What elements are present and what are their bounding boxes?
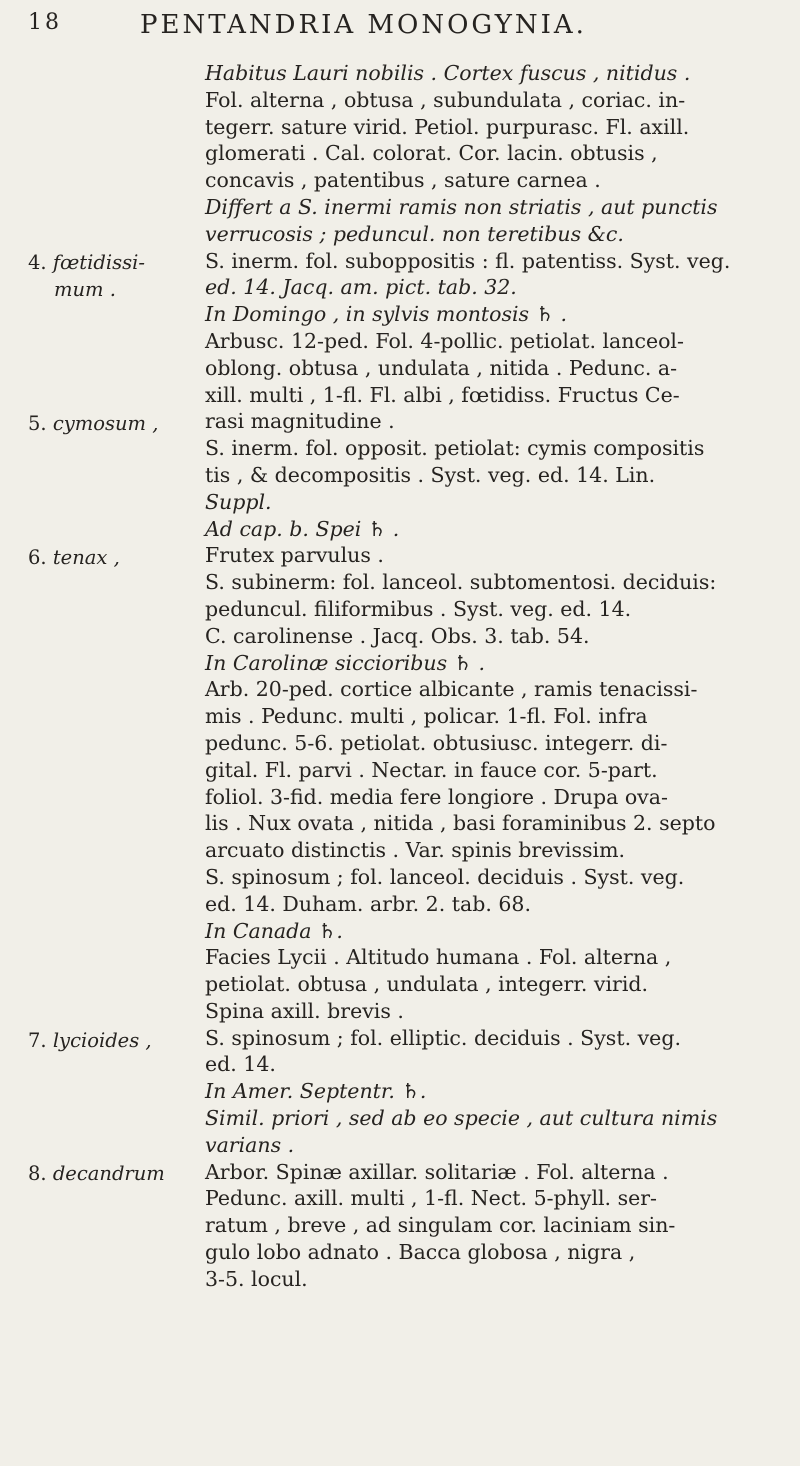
text-line: verrucosis ; peduncul. non teretibus &c. xyxy=(205,221,624,246)
text-line: In Carolinæ siccioribus ♄ . xyxy=(205,650,486,675)
text-line: glomerati . Cal. colorat. Cor. lacin. obtusis , xyxy=(205,141,658,166)
text-line: Spina axill. brevis . xyxy=(205,998,404,1023)
text-line: In Canada ♄. xyxy=(205,918,343,943)
species-name: lycioides , xyxy=(52,1029,152,1052)
margin-label-foetidissimum xyxy=(28,250,198,304)
text-line: Suppl. xyxy=(205,489,272,514)
text-line: concavis , patentibus , sature carnea . xyxy=(205,168,601,193)
text-line: varians . xyxy=(205,1132,295,1157)
text-line: C. carolinense . Jacq. Obs. 3. tab. 54. xyxy=(205,623,590,648)
text-line: Arbusc. 12-ped. Fol. 4-pollic. petiolat. lanceol- xyxy=(205,328,684,353)
text-line: Ad cap. b. Spei ♄ . xyxy=(205,516,400,541)
species-number: 4. xyxy=(28,251,47,274)
text-line: S. subinerm: fol. lanceol. subtomentosi. deciduis: xyxy=(205,570,717,595)
species-number: 7. xyxy=(28,1029,47,1052)
text-line: ratum , breve , ad singulam cor. laciniam sin- xyxy=(205,1213,676,1238)
text-line: peduncul. filiformibus . Syst. veg. ed. 14. xyxy=(205,596,632,621)
text-line: Fol. alterna , obtusa , subundulata , coriac. in- xyxy=(205,87,686,112)
text-line: Arb. 20-ped. cortice albicante , ramis tenacissi- xyxy=(205,677,698,702)
text-line: xill. multi , 1-fl. Fl. albi , fœtidiss. Fructus Ce- xyxy=(205,382,680,407)
species-name: cymosum , xyxy=(52,412,159,435)
text-line: Differt a S. inermi ramis non striatis , aut punctis xyxy=(205,194,718,219)
page-number: 18 xyxy=(28,10,62,35)
text-line: tegerr. sature virid. Petiol. purpurasc. Fl. axill. xyxy=(205,114,690,139)
species-number: 6. xyxy=(28,546,47,569)
text-line: S. inerm. fol. suboppositis : fl. patentiss. Syst. veg. xyxy=(205,248,731,273)
text-line: In Domingo , in sylvis montosis ♄ . xyxy=(205,302,568,327)
text-line: ed. 14. xyxy=(205,1052,276,1077)
text-line: 3-5. locul. xyxy=(205,1266,308,1291)
text-line: In Amer. Septentr. ♄. xyxy=(205,1079,427,1104)
text-line: Simil. priori , sed ab eo specie , aut cultura nimis xyxy=(205,1106,718,1131)
text-line: Frutex parvulus . xyxy=(205,543,384,568)
species-name: fœtidissi- xyxy=(52,251,145,274)
main-text xyxy=(205,60,787,1293)
species-number: 5. xyxy=(28,412,47,435)
species-name-continued: mum . xyxy=(54,277,116,301)
text-line: foliol. 3-fid. media fere longiore . Drupa ova- xyxy=(205,784,668,809)
text-line: lis . Nux ovata , nitida , basi foraminibus 2. septo xyxy=(205,811,716,836)
text-line: mis . Pedunc. multi , policar. 1-fl. Fol. infra xyxy=(205,704,648,729)
text-line: gital. Fl. parvi . Nectar. in fauce cor. 5-part. xyxy=(205,757,658,782)
text-line: ed. 14. Jacq. am. pict. tab. 32. xyxy=(205,275,517,300)
text-line: rasi magnitudine . xyxy=(205,409,395,434)
margin-label-tenax xyxy=(28,545,198,572)
species-name: tenax , xyxy=(52,546,120,569)
running-title: PENTANDRIA MONOGYNIA. xyxy=(140,10,587,40)
text-line: Pedunc. axill. multi , 1-fl. Nect. 5-phyll. ser- xyxy=(205,1186,657,1211)
text-line: S. spinosum ; fol. elliptic. deciduis . Syst. veg. xyxy=(205,1025,681,1050)
text-line: oblong. obtusa , undulata , nitida . Pedunc. a- xyxy=(205,355,678,380)
text-line: Facies Lycii . Altitudo humana . Fol. alterna , xyxy=(205,945,672,970)
species-name: decandrum xyxy=(52,1162,165,1185)
text-line: S. spinosum ; fol. lanceol. deciduis . Syst. veg. xyxy=(205,864,685,889)
margin-label-decandrum xyxy=(28,1161,198,1188)
text-line: S. inerm. fol. opposit. petiolat: cymis compositis xyxy=(205,436,705,461)
text-line: arcuato distinctis . Var. spinis brevissim. xyxy=(205,838,626,863)
text-line: tis , & decompositis . Syst. veg. ed. 14. Lin. xyxy=(205,462,656,487)
text-line: pedunc. 5-6. petiolat. obtusiusc. integerr. di- xyxy=(205,730,668,755)
text-line: Habitus Lauri nobilis . Cortex fuscus , nitidus . xyxy=(205,61,691,85)
text-line: petiolat. obtusa , undulata , integerr. virid. xyxy=(205,972,649,997)
margin-label-cymosum xyxy=(28,411,198,438)
text-line: Arbor. Spinæ axillar. solitariæ . Fol. alterna . xyxy=(205,1159,669,1184)
margin-label-lycioides xyxy=(28,1028,198,1055)
text-line: ed. 14. Duham. arbr. 2. tab. 68. xyxy=(205,891,531,916)
text-line: gulo lobo adnato . Bacca globosa , nigra , xyxy=(205,1240,636,1265)
species-number: 8. xyxy=(28,1162,47,1185)
